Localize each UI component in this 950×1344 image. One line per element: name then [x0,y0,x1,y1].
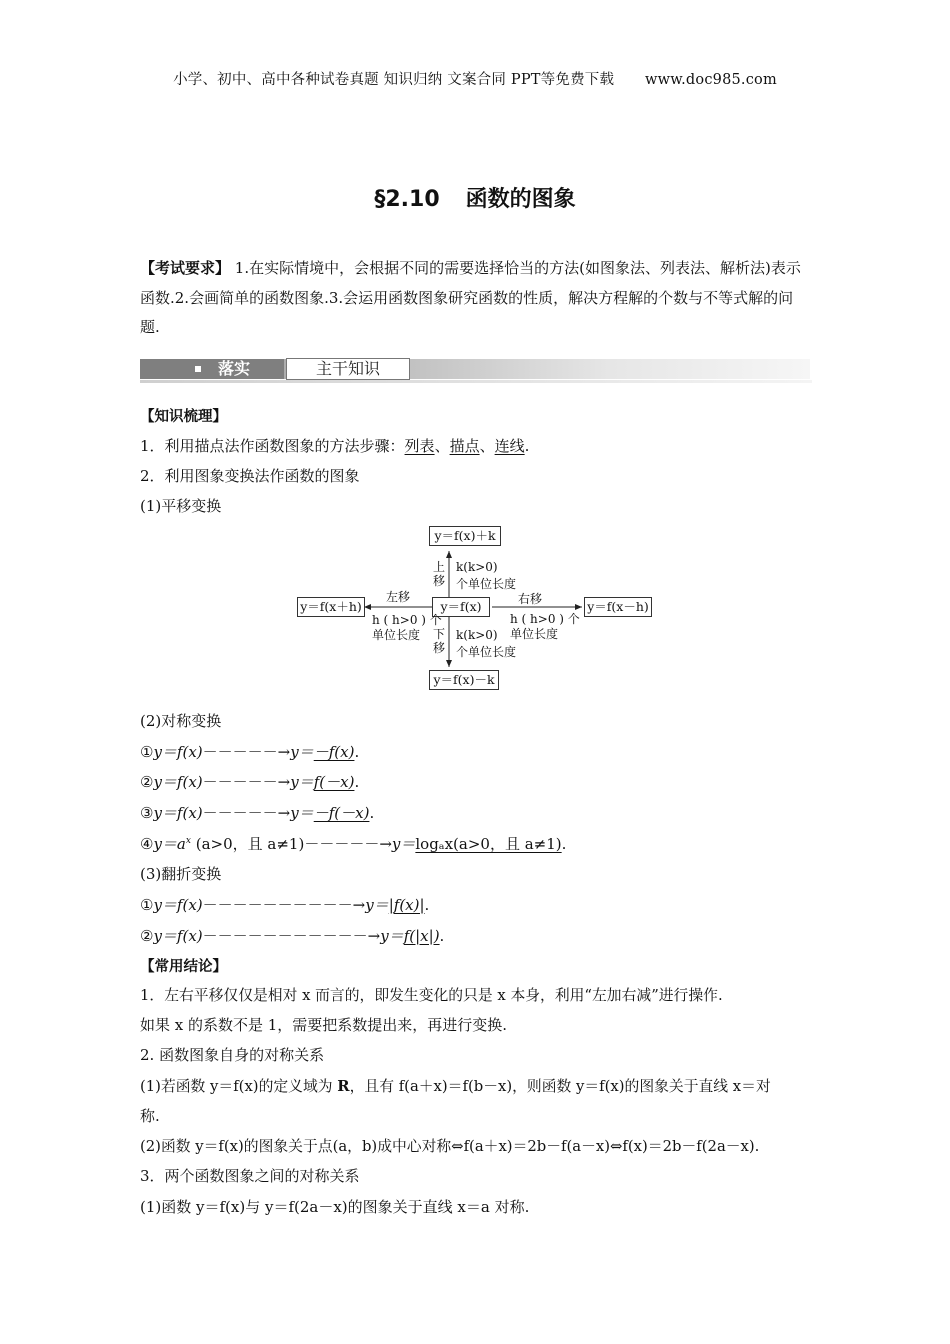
header-text: 小学、初中、高中各种试卷真题 知识归纳 文案合同 PPT等免费下载 [173,72,615,88]
knowledge-item-2: 2．利用图象变换法作函数的图象 [140,467,360,485]
sym-from: y＝a [153,835,186,853]
box-right: y＝f(x－h) [584,597,652,617]
flip-to-prefix: y＝ [380,927,404,945]
sym-superscript: x [185,836,191,846]
requirements-tag: 【考试要求】 [140,259,231,277]
header-url[interactable]: www.doc985.com [644,72,777,88]
conclusion-3-1: (1)函数 y＝f(x)与 y＝f(2a－x)的图象关于直线 x＝a 对称. [140,1198,530,1216]
c2-1-text-a: (1)若函数 y＝f(x)的定义域为 [140,1078,338,1095]
item1-answer-c: 连线 [494,437,525,455]
section-name: 函数的图象 [465,187,576,212]
sym-num: ② [140,773,154,791]
sym-item-4 [140,833,566,854]
box-top: y＝f(x)＋k [429,526,501,546]
flip-from: y＝f(x) [153,896,203,914]
item1-answer-b: 描点 [449,437,480,455]
sym-end: . [354,773,360,791]
section-number: §2.10 [374,187,440,212]
section-banner [140,355,812,385]
sym-num: ④ [140,835,154,853]
item1-end: . [524,437,530,455]
label-right-move: 右移 [518,592,543,606]
sym-to-prefix: y＝ [290,773,314,791]
banner-left-label: 落实 [218,359,251,378]
banner-shadow [140,380,812,383]
knowledge-heading: 【知识梳理】 [140,409,227,425]
flip-end: . [439,927,445,945]
label-down-move: 下移 [432,627,445,655]
conclusion-1b: 如果 x 的系数不是 1，需要把系数提出来，再进行变换. [140,1016,508,1034]
sym-item-2 [140,771,359,792]
dashed-arrow-icon: －－－－－→ [202,773,291,791]
item1-sep: 、 [479,437,495,455]
sym-end: . [369,804,375,822]
label-left-note2: 单位长度 [372,628,421,642]
real-numbers-symbol: R [337,1078,350,1095]
item1-prefix: 1．利用描点法作函数图象的方法步骤： [140,437,405,455]
conclusion-2-1 [140,1075,771,1096]
label-up-note1: k(k>0) [456,560,498,574]
item1-sep: 、 [434,437,450,455]
banner-left [140,359,284,379]
sym-from: y＝f(x) [153,804,203,822]
translation-diagram [292,520,662,700]
sym-from: y＝f(x) [153,773,203,791]
sym-answer: f(－x) [313,773,355,791]
banner-right: 主干知识 [286,358,410,380]
sym-num: ③ [140,804,154,822]
box-bottom: y＝f(x)－k [429,670,499,690]
sym-to-prefix: y＝ [290,743,314,761]
label-up-note2: 个单位长度 [456,577,517,591]
flip-to-prefix: y＝ [365,896,389,914]
sym-answer: logₐx(a>0，且 a≠1) [415,835,562,853]
sub-heading-translation: (1)平移变换 [140,497,222,515]
flip-end: . [424,896,430,914]
sym-num: ① [140,743,154,761]
c2-1-text-b: ，且有 f(a＋x)＝f(b－x)，则函数 y＝f(x)的图象关于直线 x＝对 [349,1078,771,1095]
dashed-arrow-icon: －－－－－－－－－－→ [202,896,366,914]
flip-from: y＝f(x) [153,927,203,945]
conclusion-2-1-cont: 称. [140,1107,160,1125]
label-left-note1: h ( h>0 ) 个 [372,613,442,627]
box-left: y＝f(x＋h) [297,597,365,617]
flip-answer: |f(x)| [388,896,425,914]
dashed-arrow-icon: －－－－－→ [202,804,291,822]
sym-to-prefix: y＝ [391,835,416,853]
dashed-arrow-icon: －－－－－→ [304,835,392,853]
sym-condition: (a>0，且 a≠1) [190,835,305,853]
box-center: y＝f(x) [432,597,490,617]
label-down-note2: 个单位长度 [456,645,517,659]
conclusion-3: 3．两个函数图象之间的对称关系 [140,1167,360,1185]
sym-end: . [561,835,567,853]
sym-answer: －f(－x) [313,804,370,822]
label-right-note1: h ( h>0 ) 个 [510,612,580,626]
square-bullet-icon [195,366,201,372]
dashed-arrow-icon: －－－－－－－－－－－→ [202,927,381,945]
label-down-note1: k(k>0) [456,628,498,642]
sym-from: y＝f(x) [153,743,203,761]
sym-to-prefix: y＝ [290,804,314,822]
label-up-move: 上移 [432,560,445,588]
sym-item-3 [140,802,374,823]
page-title [0,182,950,213]
sym-item-1 [140,741,359,762]
exam-requirements [140,254,812,343]
sub-heading-flip: (3)翻折变换 [140,865,222,883]
dashed-arrow-icon: －－－－－→ [202,743,291,761]
conclusion-2: 2. 函数图象自身的对称关系 [140,1046,325,1064]
knowledge-item-1 [140,435,529,456]
sym-answer: －f(x) [313,743,355,761]
conclusion-1: 1．左右平移仅仅是相对 x 而言的，即发生变化的只是 x 本身，利用“左加右减”进行操作. [140,987,723,1004]
flip-num: ① [140,896,154,914]
requirements-text: 1.在实际情境中，会根据不同的需要选择恰当的方法(如图象法、列表法、解析法)表示函数.2.会画简单的函数图象.3.会运用函数图象研究函数的性质，解决方程解的个数与不等式解的问题. [140,259,801,336]
sym-end: . [354,743,360,761]
conclusions-heading: 【常用结论】 [140,959,227,975]
label-right-note2: 单位长度 [510,627,559,641]
conclusion-2-2: (2)函数 y＝f(x)的图象关于点(a，b)成中心对称⇔f(a＋x)＝2b－f(a－x)⇔f(x)＝2b－f(2a－x). [140,1138,760,1155]
item1-answer-a: 列表 [404,437,435,455]
page-header [0,68,950,89]
flip-item-2 [140,925,444,946]
flip-num: ② [140,927,154,945]
label-left-move: 左移 [386,590,411,604]
flip-answer: f(|x|) [403,927,440,945]
sub-heading-symmetry: (2)对称变换 [140,712,222,730]
flip-item-1 [140,894,429,915]
